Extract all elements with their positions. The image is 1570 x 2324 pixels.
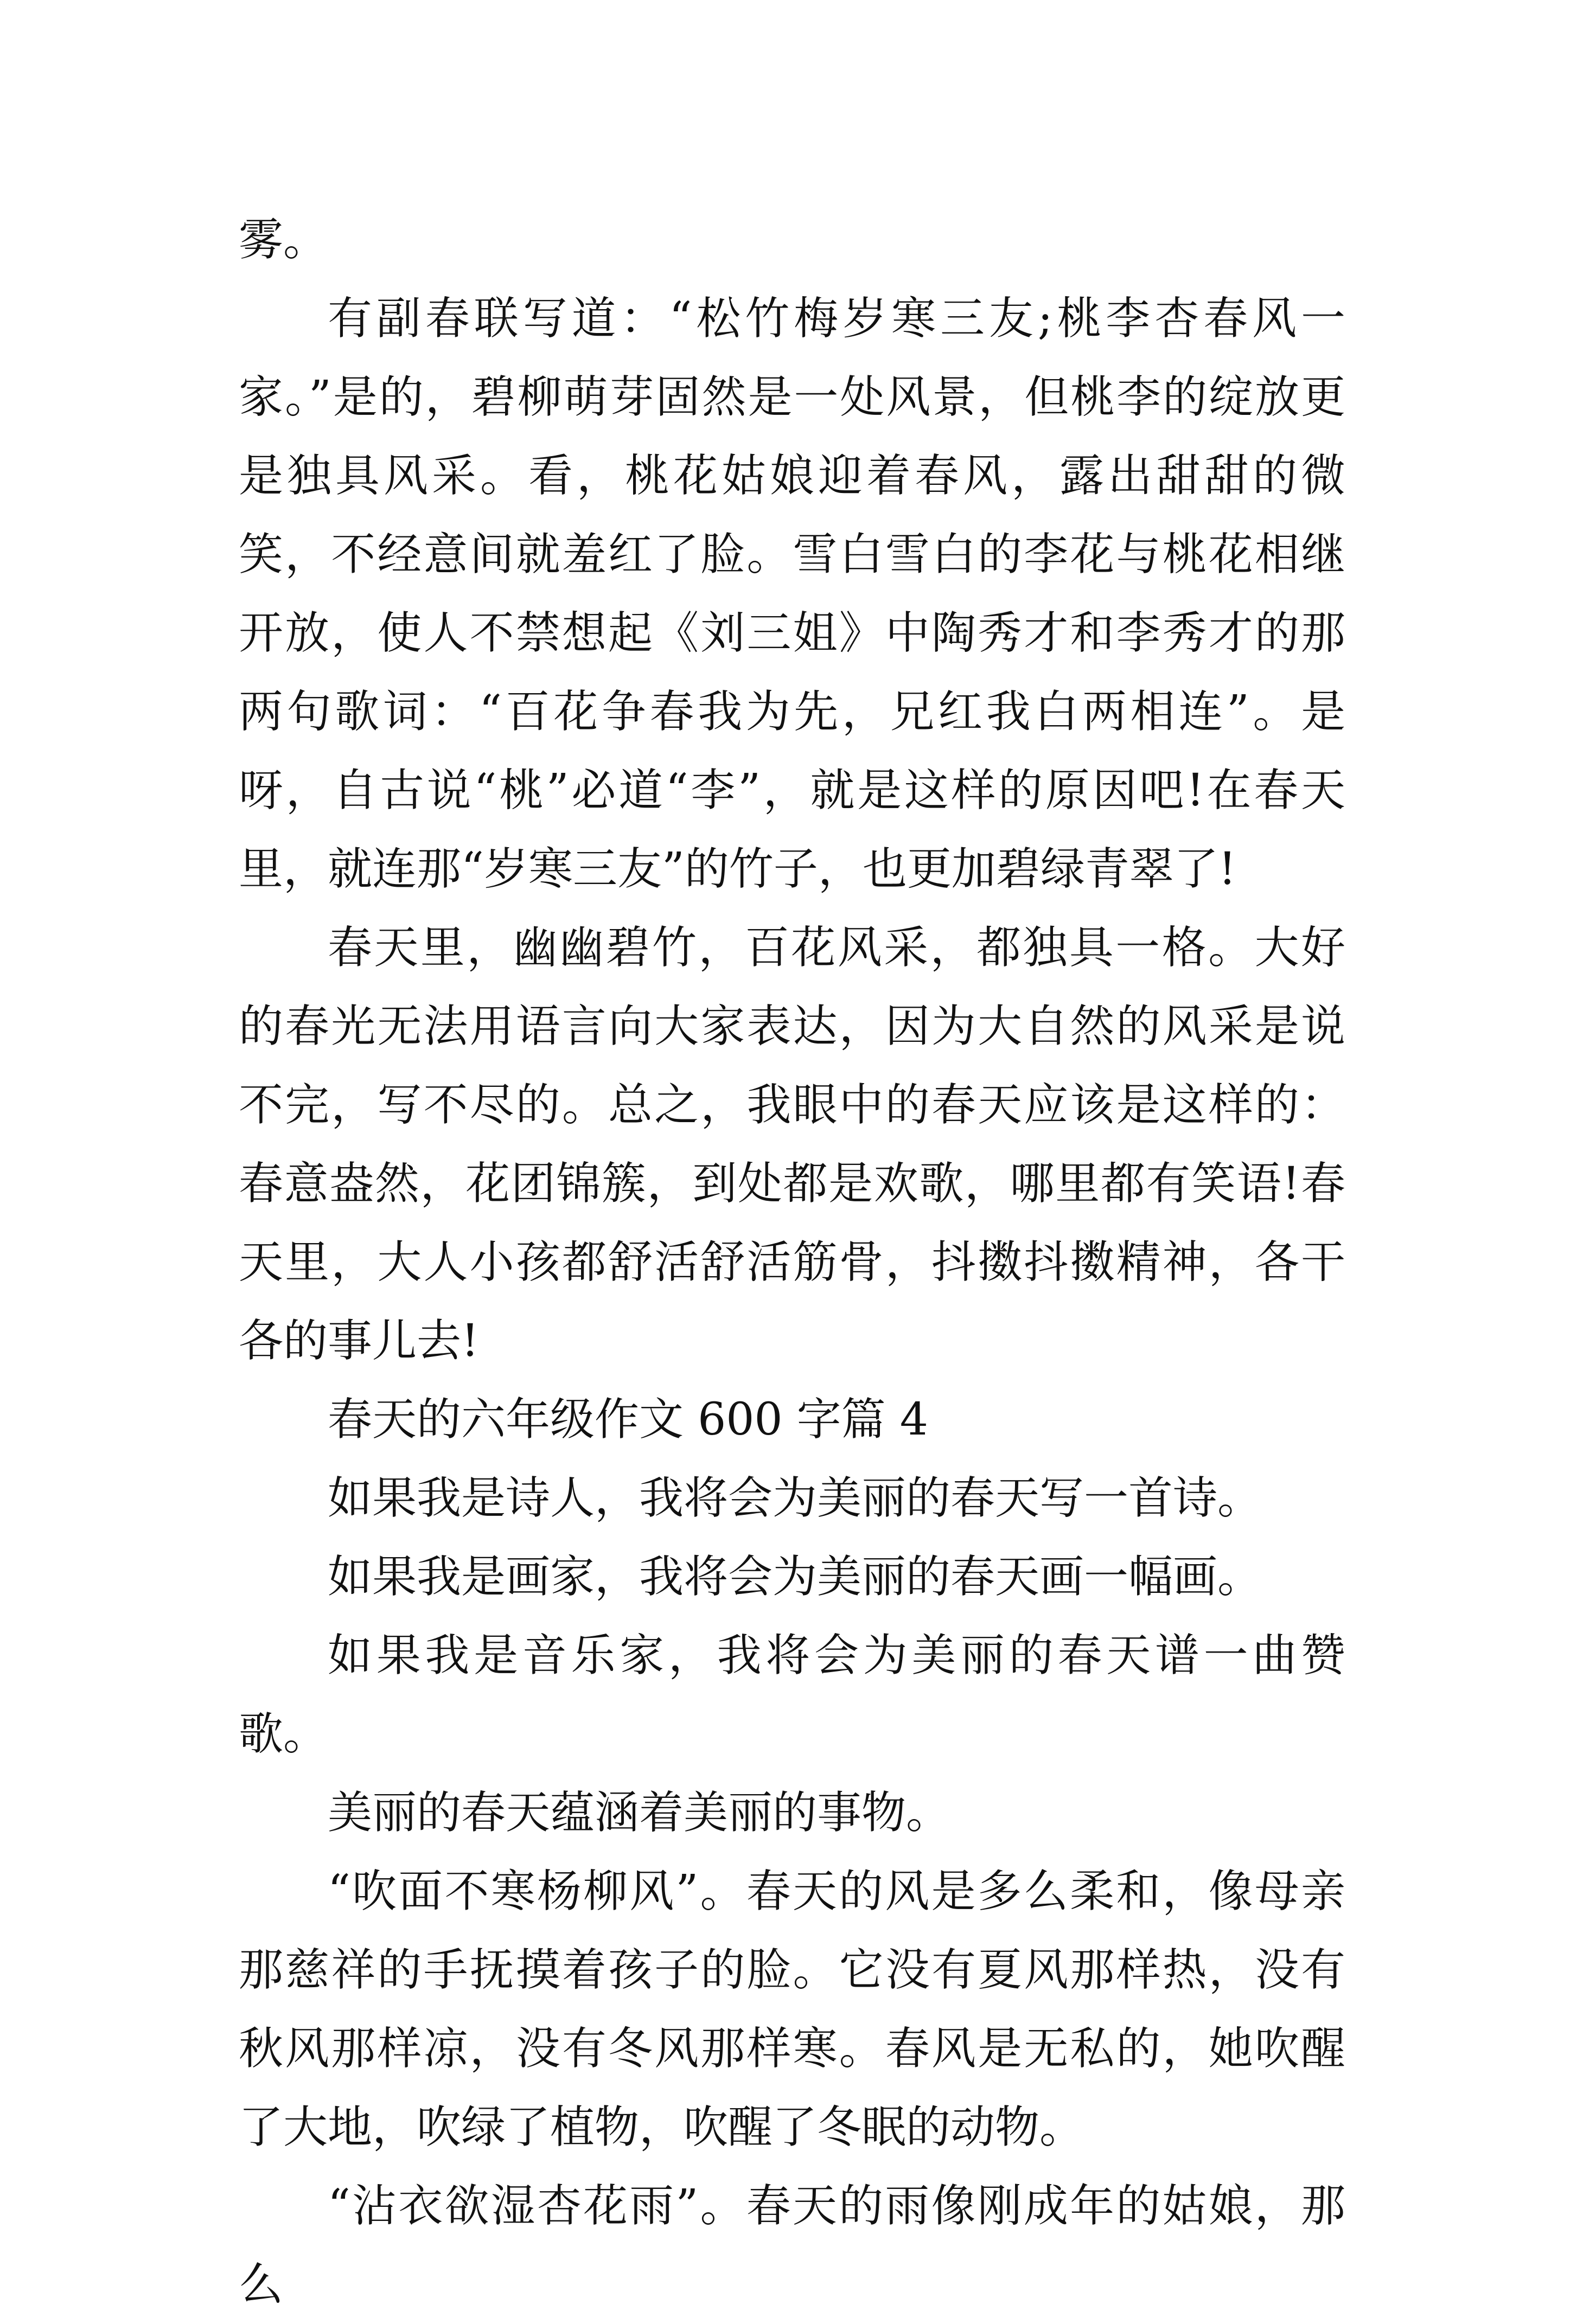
paragraph-spring-summary: 春天里，幽幽碧竹，百花风采，都独具一格。大好的春光无法用语言向大家表达，因为大自然的风采是说不完，写不尽的。总之，我眼中的春天应该是这样的：春意盎然，花团锦簇，到处都是欢歌，哪里都有笑语!春天里，大人小孩都舒活舒活筋骨，抖擞抖擞精神，各干各的事儿去! [239, 922, 1345, 1367]
document-body [239, 201, 1345, 2324]
paragraph-painter: 如果我是画家，我将会为美丽的春天画一幅画。 [328, 1551, 1262, 1603]
paragraph-spring-couplet: 有副春联写道：“松竹梅岁寒三友;桃李杏春风一家。”是的，碧柳萌芽固然是一处风景，但桃李的绽放更是独具风采。看，桃花姑娘迎着春风，露出甜甜的微笑，不经意间就羞红了脸。雪白雪白的李花与桃花相继开放，使人不禁想起《刘三姐》中陶秀才和李秀才的那两句歌词：“百花争春我为先，兄红我白两相连”。是呀，自古说“桃”必道“李”，就是这样的原因吧!在春天里，就连那“岁寒三友”的竹子，也更加碧绿青翠了! [239, 293, 1345, 895]
paragraph-musician: 如果我是音乐家，我将会为美丽的春天谱一曲赞歌。 [239, 1630, 1345, 1760]
essay-heading: 春天的六年级作文 600 字篇 4 [328, 1394, 928, 1445]
paragraph-poet: 如果我是诗人，我将会为美丽的春天写一首诗。 [328, 1472, 1262, 1524]
paragraph-spring-rain: “沾衣欲湿杏花雨”。春天的雨像刚成年的姑娘，那么 [239, 2180, 1345, 2310]
paragraph-beautiful-things: 美丽的春天蕴涵着美丽的事物。 [328, 1787, 951, 1839]
paragraph-continuation: 雾。 [239, 214, 328, 266]
paragraph-spring-wind: “吹面不寒杨柳风”。春天的风是多么柔和，像母亲那慈祥的手抚摸着孩子的脸。它没有夏风那样热，没有秋风那样凉，没有冬风那样寒。春风是无私的，她吹醒了大地，吹绿了植物，吹醒了冬眠的动物。 [239, 1866, 1345, 2153]
